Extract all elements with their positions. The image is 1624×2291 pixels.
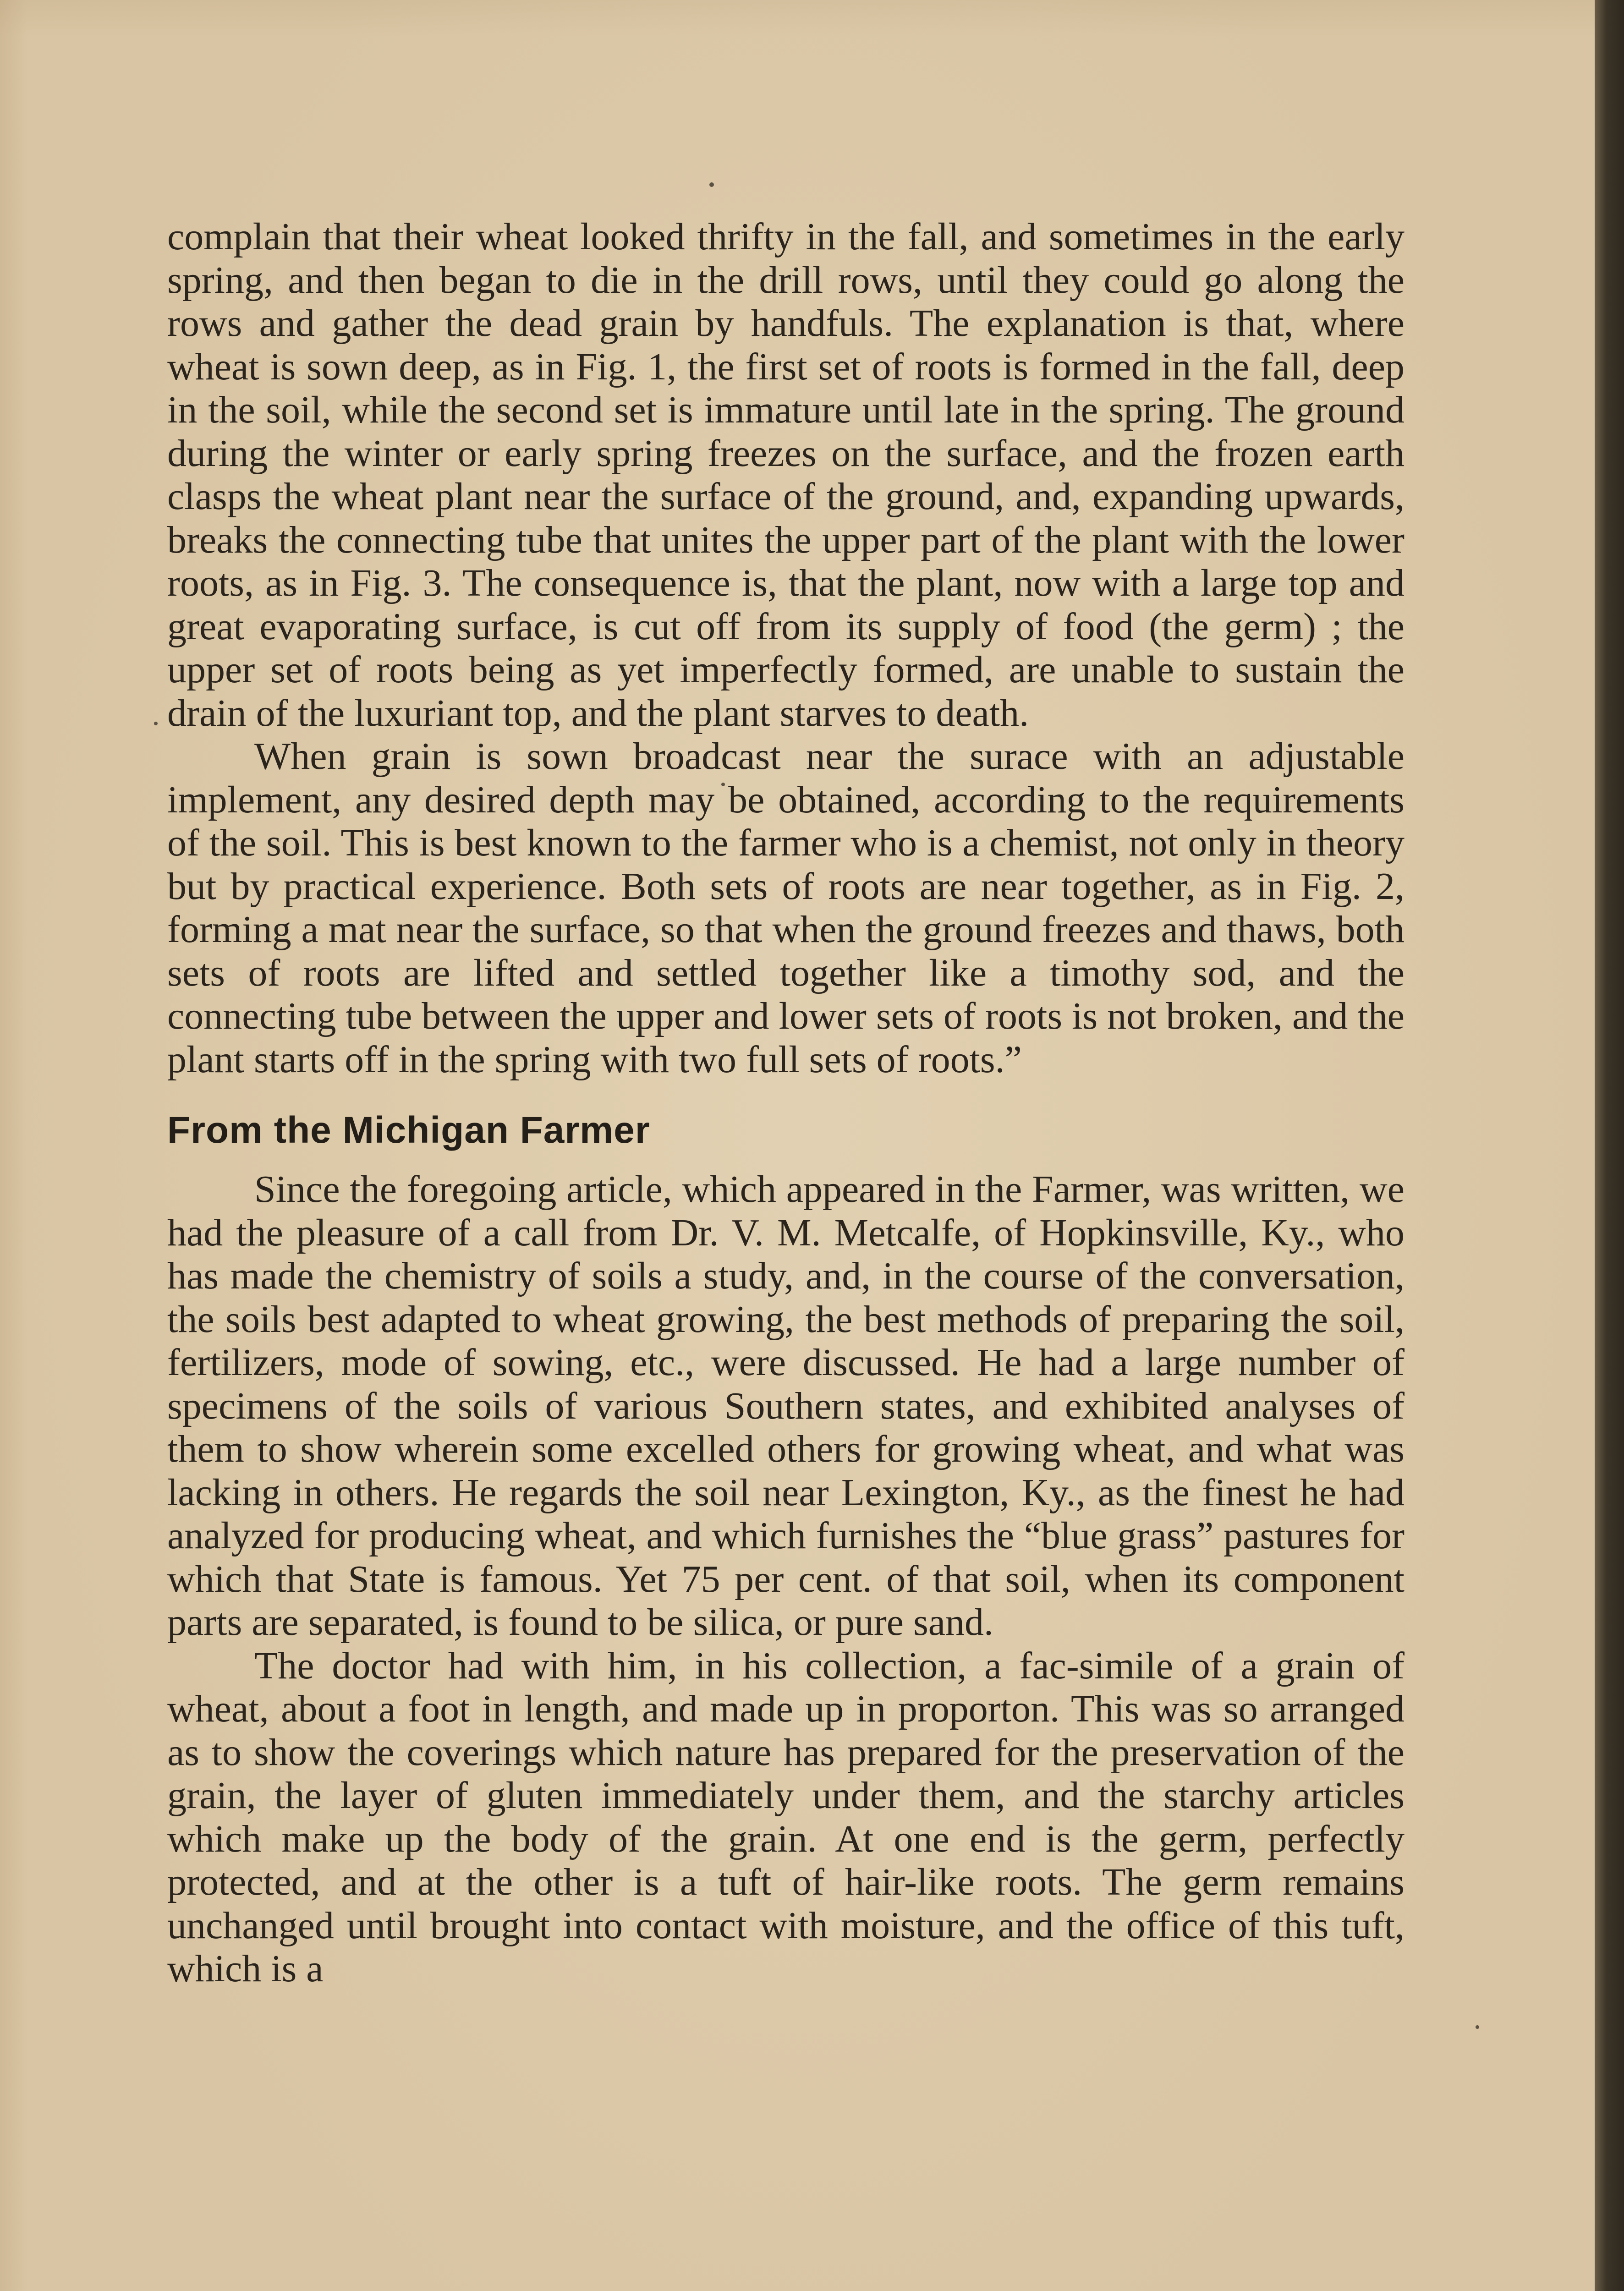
body-text: [167, 215, 1405, 1991]
paragraph: When grain is sown broadcast near the surace with an adjustable implement, any desired depth may be obtained, according to the requirements of the soil. This is best known to the farmer who is a chemist, not only in theory but by practical experience. Both sets of roots are near together, as in Fig. 2, forming a mat near the surface, so that when the ground freezes and thaws, both sets of roots are lifted and settled together like a timothy sod, and the connecting tube between the upper and lower sets of roots is not broken, and the plant starts off in the spring with two full sets of roots.”: [167, 735, 1405, 1081]
paragraph: The doctor had with him, in his collection, a fac-simile of a grain of wheat, about a foot in length, and made up in proporton. This was so arranged as to show the coverings which nature has prepared for the preservation of the grain, the layer of gluten immediately under them, and the starchy articles which make up the body of the grain. At one end is the germ, perfectly protected, and at the other is a tuft of hair-like roots. The germ remains unchanged until brought into contact with moisture, and the office of this tuft, which is a: [167, 1644, 1405, 1990]
section-heading: From the Michigan Farmer: [167, 1109, 650, 1151]
paragraph: Since the foregoing article, which appeared in the Farmer, was written, we had the pleasure of a call from Dr. V. M. Metcalfe, of Hopkinsville, Ky., who has made the chemistry of soils a study, and, in the course of the conversation, the soils best adapted to wheat growing, the best methods of preparing the soil, fertilizers, mode of sowing, etc., were discussed. He had a large number of specimens of the soils of various Southern states, and exhibited analyses of them to show wherein some excelled others for growing wheat, and what was lacking in others. He regards the soil near Lexington, Ky., as the finest he had analyzed for producing wheat, and which furnishes the “blue grass” pastures for which that State is famous. Yet 75 per cent. of that soil, when its component parts are separated, is found to be silica, or pure sand.: [167, 1168, 1405, 1644]
paragraph-continued: complain that their wheat looked thrifty in the fall, and sometimes in the early spring, and then began to die in the drill rows, until they could go along the rows and gather the dead grain by handfuls. The explanation is that, where wheat is sown deep, as in Fig. 1, the first set of roots is formed in the fall, deep in the soil, while the second set is immature until late in the spring. The ground during the winter or early spring freezes on the surface, and the frozen earth clasps the wheat plant near the surface of the ground, and, expanding upwards, breaks the connecting tube that unites the upper part of the plant with the lower roots, as in Fig. 3. The consequence is, that the plant, now with a large top and great evaporating surface, is cut off from its supply of food (the germ) ; the upper set of roots being as yet imperfectly formed, are unable to sustain the drain of the luxuriant top, and the plant starves to death.: [167, 215, 1405, 734]
binding-edge: [1595, 0, 1624, 2291]
paper-speck: [709, 182, 714, 187]
paper-speck: [154, 722, 158, 725]
paper-speck: [1476, 2025, 1479, 2029]
